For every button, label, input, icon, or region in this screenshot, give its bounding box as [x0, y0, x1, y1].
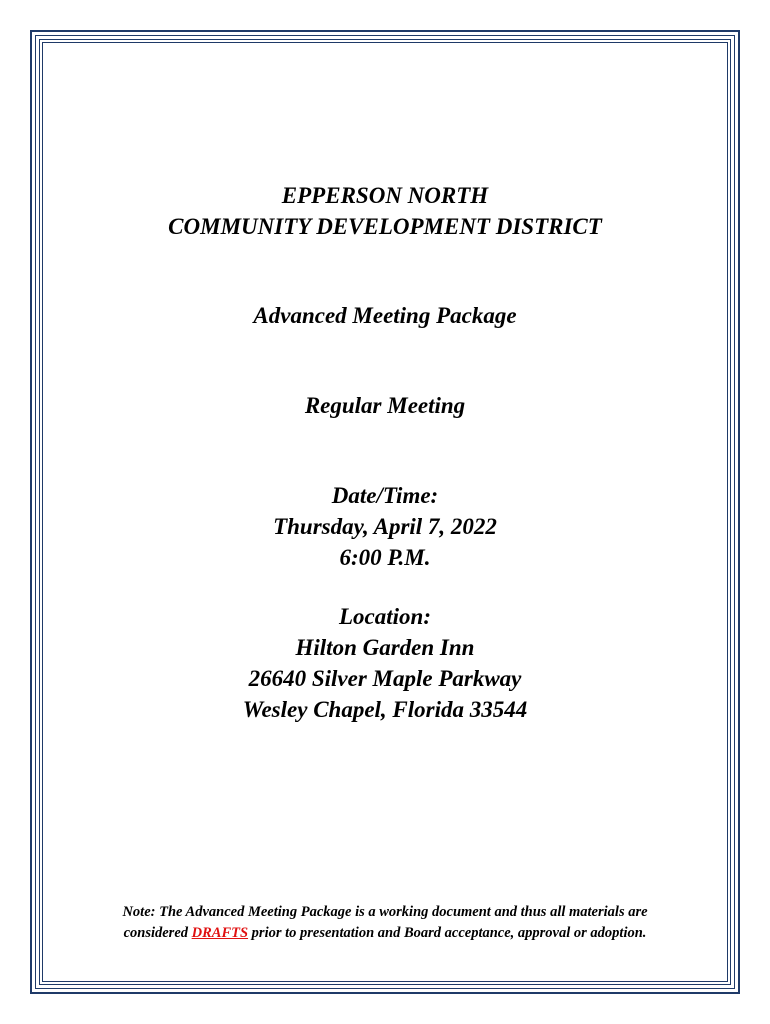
datetime-section [44, 480, 726, 573]
meeting-type-text: Regular Meeting [304, 393, 466, 418]
title-line-2: COMMUNITY DEVELOPMENT DISTRICT [168, 214, 602, 239]
note-line-1: Note: The Advanced Meeting Package is a working document and thus all materials are [122, 904, 648, 920]
note-line-2-prefix: considered [123, 925, 192, 941]
document-page [44, 44, 726, 980]
meeting-time: 6:00 P.M. [339, 545, 431, 570]
location-section [44, 601, 726, 725]
location-label: Location: [339, 604, 431, 629]
datetime-label: Date/Time: [331, 483, 439, 508]
district-title [44, 180, 726, 242]
location-city: Wesley Chapel, Florida 33544 [242, 697, 528, 722]
drafts-word: DRAFTS [191, 925, 249, 941]
meeting-date: Thursday, April 7, 2022 [273, 514, 497, 539]
meeting-type [44, 390, 726, 421]
location-venue: Hilton Garden Inn [295, 635, 475, 660]
title-line-1: EPPERSON NORTH [281, 183, 489, 208]
drafts-note [44, 902, 726, 944]
note-line-2 [44, 923, 726, 944]
location-street: 26640 Silver Maple Parkway [248, 666, 522, 691]
package-label [44, 300, 726, 331]
note-line-2-suffix: prior to presentation and Board acceptance, approval or adoption. [248, 925, 647, 941]
package-label-text: Advanced Meeting Package [253, 303, 517, 328]
